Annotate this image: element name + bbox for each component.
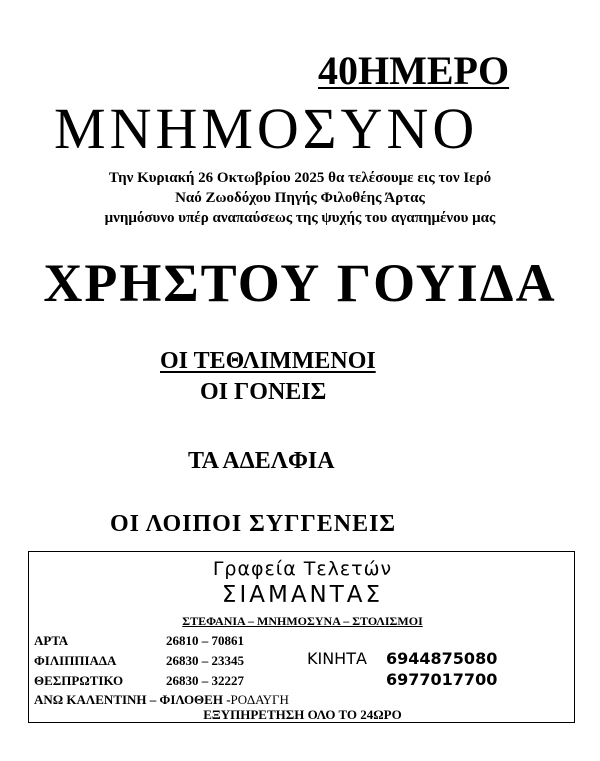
mourner-relatives: ΟΙ ΛΟΙΠΟΙ ΣΥΓΓΕΝΕΙΣ — [110, 511, 397, 537]
office-city-thesprotiko: ΘΕΣΠΡΩΤΙΚΟ — [34, 673, 124, 688]
intro-line-1: Την Κυριακή 26 Οκτωβρίου 2025 θα τελέσουμε εις τον Ιερό — [108, 170, 492, 186]
mourner-parents: ΟΙ ΓΟΝΕΙΣ — [200, 379, 327, 405]
intro-line-2: Ναό Ζωοδόχου Πηγής Φιλοθέης Άρτας — [175, 190, 425, 206]
announcement-type: 40ΗΜΕΡΟ — [318, 48, 510, 93]
deceased-name: ΧΡΗΣΤΟΥ ΓΟΥΙΔΑ — [43, 253, 557, 313]
funeral-services: ΣΤΕΦΑΝΙΑ – ΜΝΗΜΟΣΥΝΑ – ΣΤΟΛΙΣΜΟΙ — [182, 614, 423, 628]
office-city-filippiada: ΦΙΛΙΠΠΙΑΔΑ — [34, 653, 117, 668]
office-phone-thesprotiko: 26830 – 32227 — [166, 673, 244, 688]
office-city-arta: ΑΡΤΑ — [34, 633, 69, 648]
funeral-office-name: ΣΙΑΜΑΝΤΑΣ — [221, 582, 384, 608]
mourner-siblings: ΤΑ ΑΔΕΛΦΙΑ — [188, 448, 335, 474]
office-address-extra: ΡΟΔΑΥΓΗ — [230, 692, 289, 707]
announcement-title: ΜΝΗΜΟΣΥΝΟ — [54, 96, 479, 161]
mobile-phone-2: 6977017700 — [386, 670, 498, 689]
mourners-heading: ΟΙ ΤΕΘΛΙΜΜΕΝΟΙ — [160, 348, 376, 374]
mobile-label: ΚΙΝΗΤΑ — [307, 649, 367, 668]
intro-line-3: μνημόσυνο υπέρ αναπαύσεως της ψυχής του αγαπημένου μας — [104, 210, 496, 226]
service-hours: ΕΞΥΠΗΡΕΤΗΣΗ ΟΛΟ ΤΟ 24ΩΡΟ — [203, 707, 402, 722]
office-phone-filippiada: 26830 – 23345 — [166, 653, 244, 668]
office-address-main: ΑΝΩ ΚΑΛΕΝΤΙΝΗ – ΦΙΛΟΘΕΗ - — [34, 692, 231, 707]
funeral-office-label: Γραφεία Τελετών — [212, 558, 393, 580]
mobile-phone-1: 6944875080 — [386, 649, 498, 668]
office-phone-arta: 26810 – 70861 — [166, 633, 244, 648]
funeral-office-box — [28, 551, 575, 723]
